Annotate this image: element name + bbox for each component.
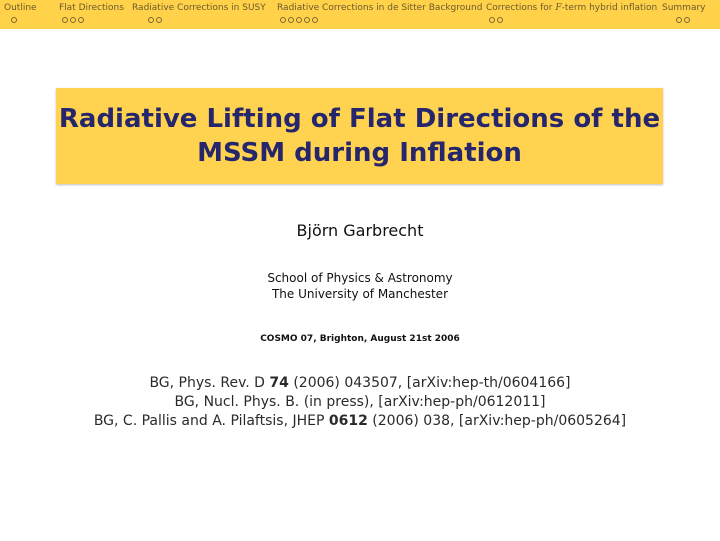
nav-progress-dots <box>62 17 124 23</box>
nav-item-outline[interactable] <box>4 3 37 23</box>
frame-dot[interactable] <box>70 17 76 23</box>
nav-item-radiative-corrections-de-sitter[interactable] <box>277 3 482 23</box>
institution-line-1: School of Physics & Astronomy <box>267 271 453 285</box>
nav-item-f-term-hybrid-inflation[interactable] <box>486 3 657 23</box>
nav-progress-dots <box>489 17 657 23</box>
frame-dot[interactable] <box>156 17 162 23</box>
reference-item: BG, C. Pallis and A. Pilaftsis, JHEP 0612 (2006) 038, [arXiv:hep-ph/0605264] <box>93 413 627 429</box>
nav-item-summary[interactable] <box>662 3 706 23</box>
frame-dot[interactable] <box>78 17 84 23</box>
nav-item-label: Radiative Corrections in de Sitter Background <box>277 3 483 13</box>
frame-dot[interactable] <box>312 17 318 23</box>
frame-dot[interactable] <box>296 17 302 23</box>
frame-dot[interactable] <box>148 17 154 23</box>
nav-item-flat-directions[interactable] <box>59 3 124 23</box>
frame-dot[interactable] <box>288 17 294 23</box>
nav-progress-dots <box>676 17 706 23</box>
frame-dot[interactable] <box>489 17 495 23</box>
frame-dot[interactable] <box>304 17 310 23</box>
title-line-2: MSSM during Inflation <box>197 138 522 168</box>
reference-item: BG, Phys. Rev. D 74 (2006) 043507, [arXiv:hep-th/0604166] <box>149 375 571 391</box>
nav-progress-dots <box>280 17 482 23</box>
frame-dot[interactable] <box>497 17 503 23</box>
nav-item-label: Flat Directions <box>59 3 124 13</box>
nav-item-label: Summary <box>662 3 706 13</box>
nav-item-radiative-corrections-susy[interactable] <box>132 3 266 23</box>
title-box <box>56 88 663 184</box>
nav-item-label: Corrections for F-term hybrid inflation <box>486 3 658 13</box>
frame-dot[interactable] <box>62 17 68 23</box>
nav-item-label: Outline <box>4 3 37 13</box>
nav-progress-dots <box>11 17 37 23</box>
frame-dot[interactable] <box>280 17 286 23</box>
slide-title <box>59 102 660 170</box>
references <box>0 374 720 431</box>
frame-dot[interactable] <box>676 17 682 23</box>
institution <box>0 270 720 302</box>
institution-line-2: The University of Manchester <box>271 287 449 301</box>
reference-item: BG, Nucl. Phys. B. (in press), [arXiv:hep-ph/0612011] <box>174 394 546 410</box>
title-line-1: Radiative Lifting of Flat Directions of the <box>58 104 661 134</box>
frame-dot[interactable] <box>684 17 690 23</box>
nav-progress-dots <box>148 17 266 23</box>
section-navigation-bar <box>0 0 720 29</box>
frame-dot[interactable] <box>11 17 17 23</box>
nav-item-label: Radiative Corrections in SUSY <box>132 3 266 13</box>
author-name: Björn Garbrecht <box>296 221 424 240</box>
conference-info: COSMO 07, Brighton, August 21st 2006 <box>260 334 460 344</box>
